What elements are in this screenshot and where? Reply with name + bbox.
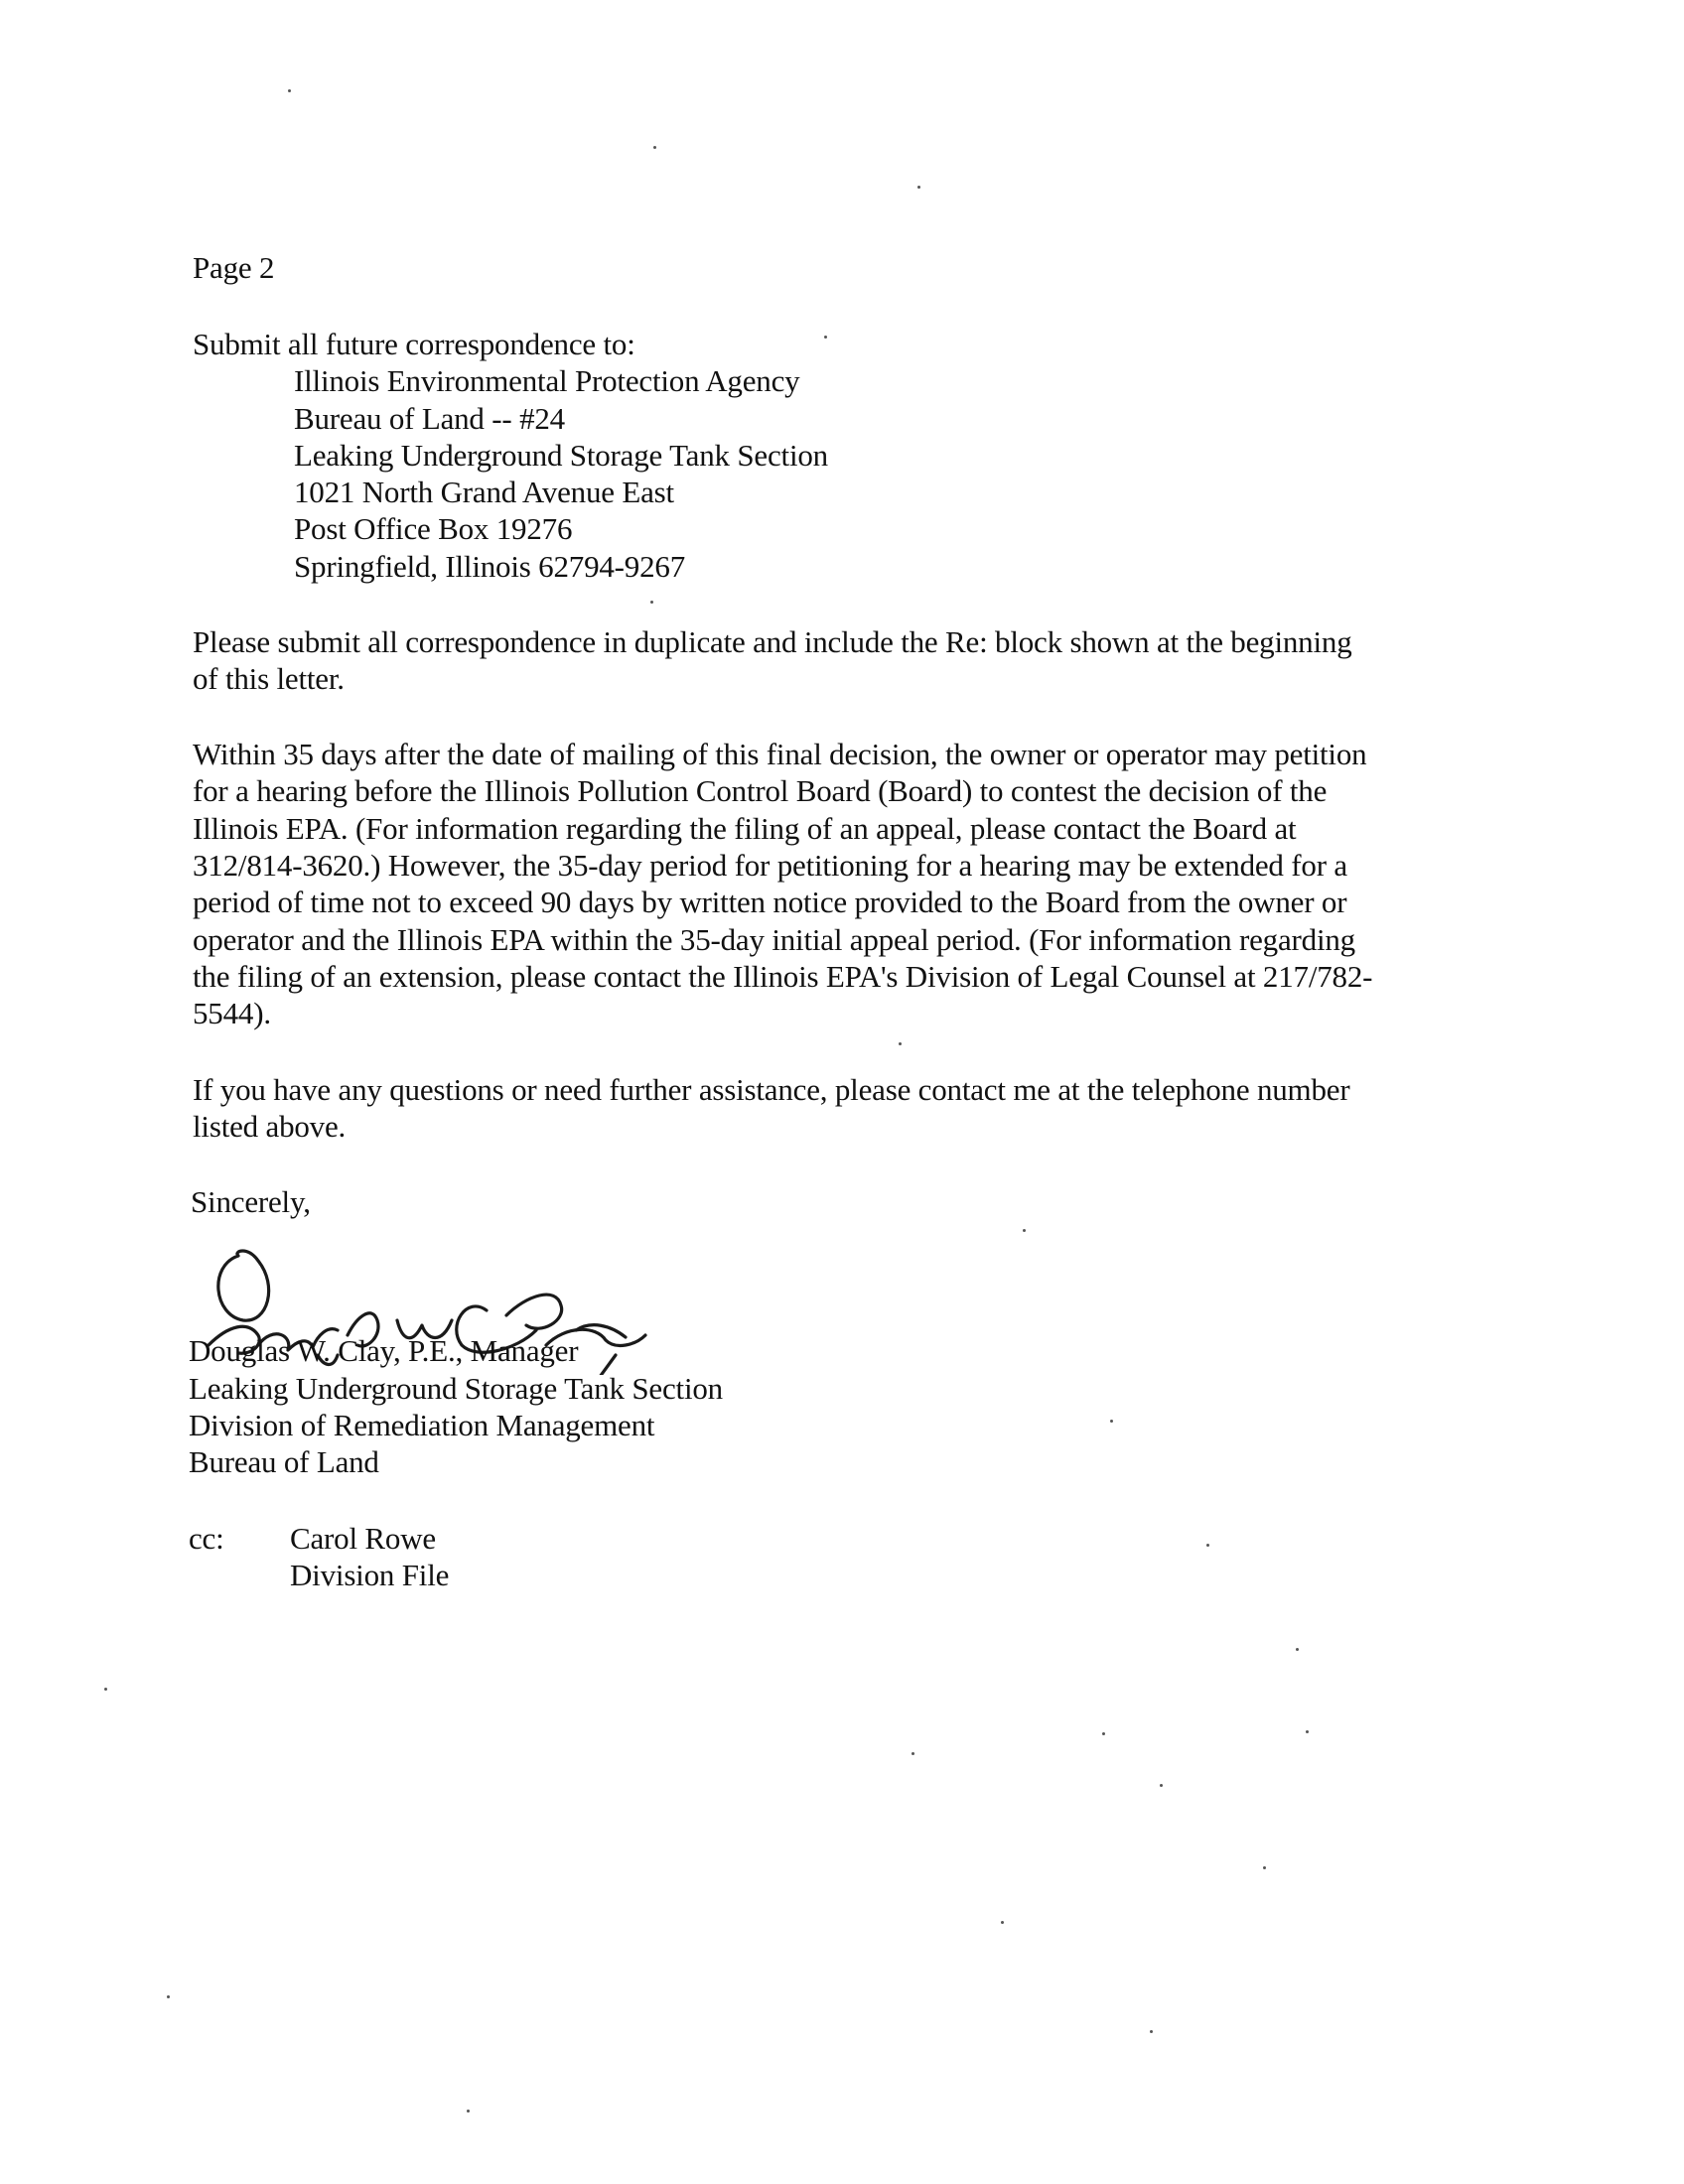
appeal-paragraph-line: the filing of an extension, please contact the Illinois EPA's Division of Legal Counsel at 217/782- bbox=[193, 959, 1373, 994]
closing: Sincerely, bbox=[191, 1184, 311, 1219]
scan-speck bbox=[167, 1995, 170, 1998]
address-line: Illinois Environmental Protection Agency bbox=[294, 363, 800, 398]
page-label: Page 2 bbox=[193, 250, 275, 285]
scan-speck bbox=[1160, 1784, 1163, 1787]
scan-speck bbox=[912, 1752, 914, 1755]
appeal-paragraph-line: Within 35 days after the date of mailing of this final decision, the owner or operator may petition bbox=[193, 737, 1367, 771]
signer-section: Leaking Underground Storage Tank Section bbox=[189, 1371, 723, 1406]
address-line: Springfield, Illinois 62794-9267 bbox=[294, 549, 685, 584]
cc-recipient: Carol Rowe bbox=[290, 1521, 436, 1556]
appeal-paragraph-line: operator and the Illinois EPA within the 35-day initial appeal period. (For information regarding bbox=[193, 922, 1355, 957]
address-line: 1021 North Grand Avenue East bbox=[294, 475, 674, 509]
appeal-paragraph-line: 5544). bbox=[193, 996, 271, 1030]
scan-speck bbox=[1023, 1229, 1026, 1232]
scan-speck bbox=[650, 601, 653, 604]
scan-speck bbox=[653, 146, 656, 149]
duplicate-paragraph-line: Please submit all correspondence in duplicate and include the Re: block shown at the beginning bbox=[193, 624, 1352, 659]
scan-speck bbox=[104, 1688, 107, 1691]
scan-speck bbox=[1001, 1921, 1004, 1924]
scan-speck bbox=[288, 89, 291, 92]
signer-bureau: Bureau of Land bbox=[189, 1444, 379, 1479]
scan-speck bbox=[1110, 1420, 1113, 1423]
cc-recipient: Division File bbox=[290, 1558, 450, 1592]
address-line: Bureau of Land -- #24 bbox=[294, 401, 565, 436]
address-line: Leaking Underground Storage Tank Section bbox=[294, 438, 828, 473]
scan-speck bbox=[1150, 2030, 1153, 2033]
scan-speck bbox=[1296, 1648, 1299, 1651]
scan-speck bbox=[899, 1042, 902, 1045]
address-line: Post Office Box 19276 bbox=[294, 511, 573, 546]
scan-speck bbox=[1263, 1866, 1266, 1869]
duplicate-paragraph-line: of this letter. bbox=[193, 661, 345, 696]
scan-speck bbox=[824, 336, 827, 339]
appeal-paragraph-line: for a hearing before the Illinois Pollution Control Board (Board) to contest the decision of the bbox=[193, 773, 1328, 808]
scan-speck bbox=[917, 186, 920, 189]
scan-speck bbox=[1306, 1730, 1309, 1733]
signer-name: Douglas W. Clay, P.E., Manager bbox=[189, 1333, 579, 1368]
scan-speck bbox=[1102, 1732, 1105, 1735]
correspondence-intro: Submit all future correspondence to: bbox=[193, 327, 635, 361]
appeal-paragraph-line: Illinois EPA. (For information regarding the filing of an appeal, please contact the Board at bbox=[193, 811, 1297, 846]
questions-paragraph-line: If you have any questions or need further assistance, please contact me at the telephone number bbox=[193, 1072, 1350, 1107]
appeal-paragraph-line: 312/814-3620.) However, the 35-day period for petitioning for a hearing may be extended for a bbox=[193, 848, 1347, 883]
appeal-paragraph-line: period of time not to exceed 90 days by written notice provided to the Board from the owner or bbox=[193, 885, 1347, 919]
signer-division: Division of Remediation Management bbox=[189, 1408, 655, 1442]
cc-label: cc: bbox=[189, 1521, 224, 1556]
scan-speck bbox=[1206, 1544, 1209, 1547]
questions-paragraph-line: listed above. bbox=[193, 1109, 347, 1144]
scan-speck bbox=[467, 2110, 470, 2113]
